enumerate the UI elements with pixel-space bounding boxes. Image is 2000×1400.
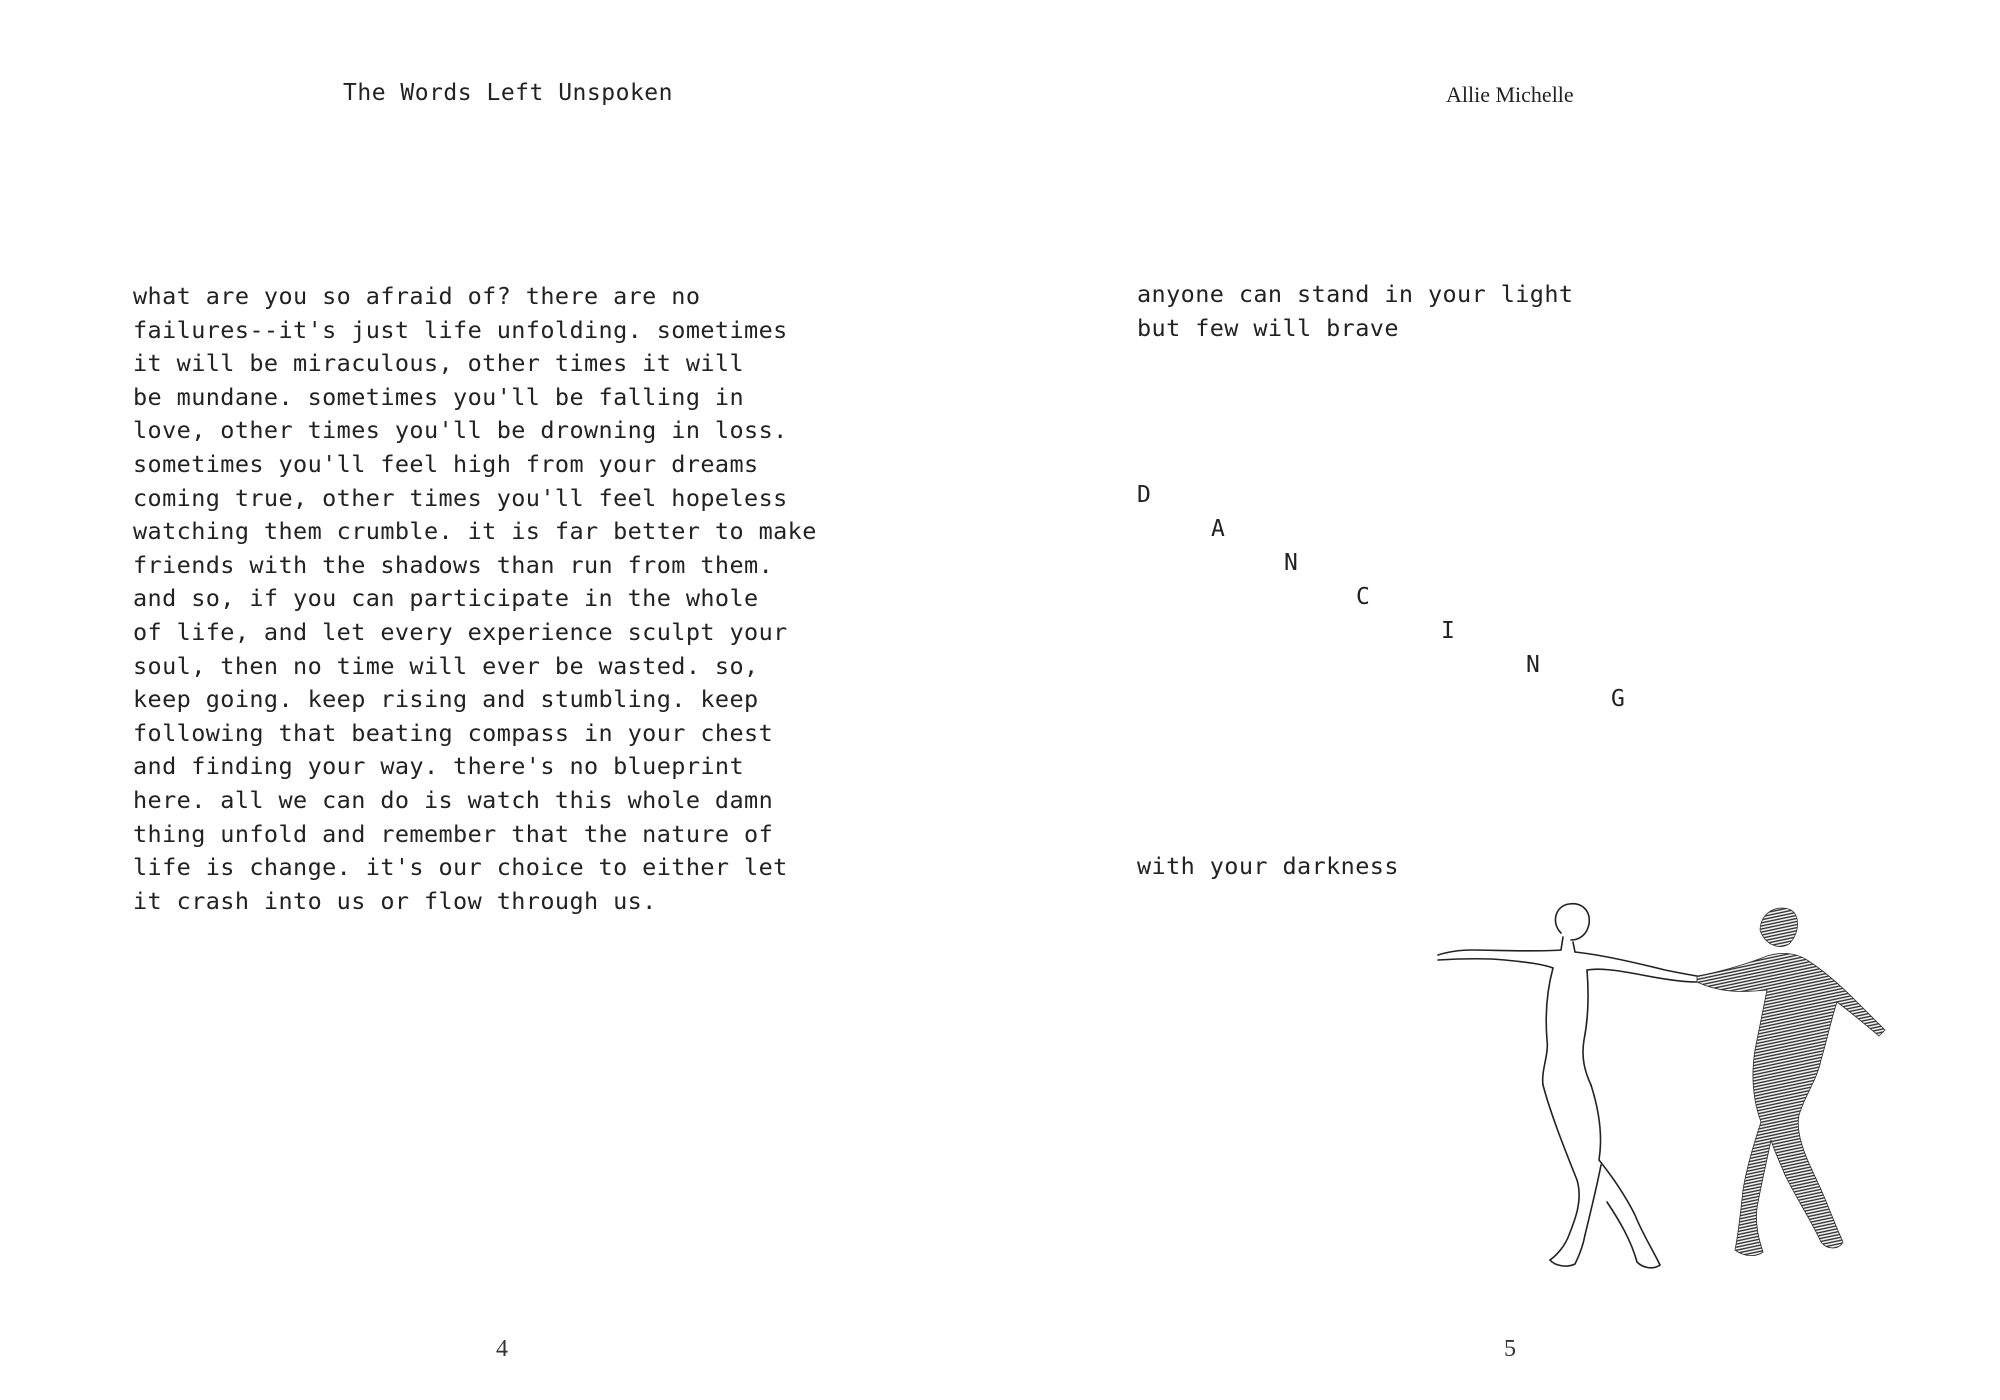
shaded-dancer — [1697, 908, 1885, 1256]
prose-line: thing unfold and remember that the nature of — [133, 819, 774, 848]
running-header-author: Allie Michelle — [1446, 82, 1574, 107]
poem-line: anyone can stand in your light — [1137, 280, 1574, 308]
prose-line: following that beating compass in your chest — [133, 718, 774, 747]
dancers-illustration — [1375, 890, 1935, 1280]
prose-line: coming true, other times you'll feel hopeless — [133, 483, 788, 512]
dancing-letter: A — [1211, 516, 1225, 542]
dancing-letter: N — [1526, 652, 1540, 678]
prose-line: love, other times you'll be drowning in loss. — [133, 416, 788, 445]
prose-line: soul, then no time will ever be wasted. so, — [133, 651, 759, 680]
prose-line: here. all we can do is watch this whole damn — [133, 785, 774, 814]
prose-line: watching them crumble. it is far better to make — [133, 517, 817, 546]
dancing-letter: C — [1356, 584, 1370, 610]
prose-line: it will be miraculous, other times it will — [133, 349, 745, 378]
prose-line: be mundane. sometimes you'll be falling in — [133, 382, 745, 411]
outline-dancer — [1438, 904, 1697, 1268]
dancing-letter: G — [1611, 686, 1625, 712]
right-page — [1000, 0, 2000, 1400]
prose-line: failures--it's just life unfolding. sometimes — [133, 315, 788, 344]
running-header-title: The Words Left Unspoken — [343, 80, 673, 106]
dancing-letter: D — [1137, 482, 1151, 508]
poem-line: but few will brave — [1137, 314, 1399, 342]
prose-line: friends with the shadows than run from them. — [133, 550, 774, 579]
page-number: 5 — [1504, 1336, 1516, 1362]
page-number: 4 — [496, 1336, 508, 1362]
prose-line: keep going. keep rising and stumbling. keep — [133, 685, 759, 714]
dancing-letter: N — [1284, 550, 1298, 576]
prose-passage — [133, 280, 817, 918]
prose-line: and finding your way. there's no blueprint — [133, 752, 745, 781]
dancing-letter: I — [1441, 618, 1455, 644]
prose-line: it crash into us or flow through us. — [133, 886, 657, 915]
prose-line: what are you so afraid of? there are no — [133, 282, 701, 310]
poem-closing-line: with your darkness — [1137, 852, 1399, 880]
prose-line: and so, if you can participate in the whole — [133, 584, 759, 613]
prose-line: sometimes you'll feel high from your dreams — [133, 449, 759, 478]
prose-line: of life, and let every experience sculpt your — [133, 617, 788, 646]
prose-line: life is change. it's our choice to either let — [133, 853, 788, 882]
